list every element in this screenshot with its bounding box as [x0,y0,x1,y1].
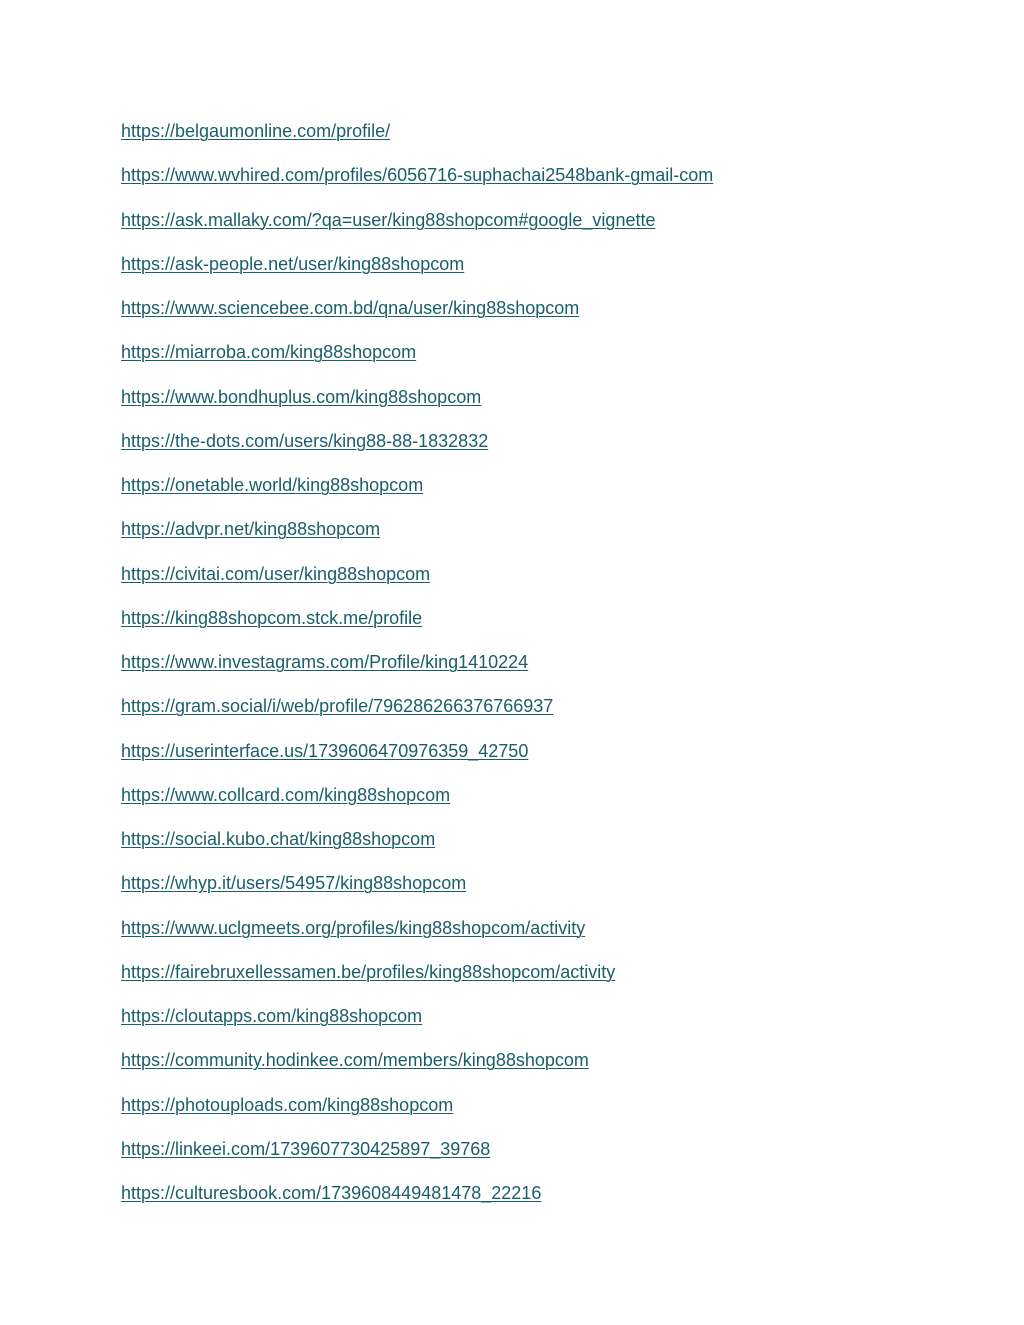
profile-link[interactable]: https://www.uclgmeets.org/profiles/king88shopcom/activity [121,917,586,938]
profile-link[interactable]: https://ask-people.net/user/king88shopcom [121,253,465,274]
profile-link[interactable]: https://www.bondhuplus.com/king88shopcom [121,386,482,407]
list-item [121,208,713,252]
list-item [121,827,713,871]
profile-link[interactable]: https://fairebruxellessamen.be/profiles/king88shopcom/activity [121,961,616,982]
profile-link[interactable]: https://www.investagrams.com/Profile/king1410224 [121,652,529,672]
profile-link[interactable]: https://miarroba.com/king88shopcom [121,342,417,363]
list-item [121,1093,713,1137]
profile-link[interactable]: https://belgaumonline.com/profile/ [121,121,391,141]
profile-link[interactable]: https://www.wvhired.com/profiles/6056716-suphachai2548bank-gmail-com [121,165,714,186]
profile-link[interactable]: https://cloutapps.com/king88shopcom [121,1006,423,1026]
list-item [121,340,713,384]
profile-link[interactable]: https://www.sciencebee.com.bd/qna/user/king88shopcom [121,298,580,318]
profile-link[interactable]: https://community.hodinkee.com/members/king88shopcom [121,1050,589,1071]
list-item [121,1181,713,1225]
list-item [121,1004,713,1048]
profile-link[interactable]: https://king88shopcom.stck.me/profile [121,607,423,628]
profile-link[interactable]: https://social.kubo.chat/king88shopcom [121,829,436,849]
profile-link[interactable]: https://linkeei.com/1739607730425897_39768 [121,1138,491,1159]
list-item [121,163,713,207]
profile-link[interactable]: https://whyp.it/users/54957/king88shopcom [121,873,467,894]
profile-link[interactable]: https://www.collcard.com/king88shopcom [121,784,451,805]
profile-link[interactable]: https://civitai.com/user/king88shopcom [121,563,431,584]
list-item [121,1048,713,1092]
list-item [121,916,713,960]
list-item [121,562,713,606]
link-list [121,119,713,1225]
profile-link[interactable]: https://userinterface.us/1739606470976359_42750 [121,740,529,761]
list-item [121,783,713,827]
profile-link[interactable]: https://the-dots.com/users/king88-88-1832832 [121,430,489,451]
list-item [121,871,713,915]
profile-link[interactable]: https://photouploads.com/king88shopcom [121,1094,454,1115]
list-item [121,385,713,429]
list-item [121,119,713,163]
list-item [121,296,713,340]
list-item [121,1137,713,1181]
profile-link[interactable]: https://culturesbook.com/1739608449481478_22216 [121,1183,542,1203]
list-item [121,517,713,561]
list-item [121,739,713,783]
list-item [121,694,713,738]
profile-link[interactable]: https://advpr.net/king88shopcom [121,519,381,540]
profile-link[interactable]: https://ask.mallaky.com/?qa=user/king88shopcom#google_vignette [121,209,656,230]
list-item [121,252,713,296]
profile-link[interactable]: https://onetable.world/king88shopcom [121,475,424,495]
list-item [121,960,713,1004]
list-item [121,473,713,517]
list-item [121,429,713,473]
profile-link[interactable]: https://gram.social/i/web/profile/796286266376766937 [121,696,554,717]
list-item [121,650,713,694]
list-item [121,606,713,650]
